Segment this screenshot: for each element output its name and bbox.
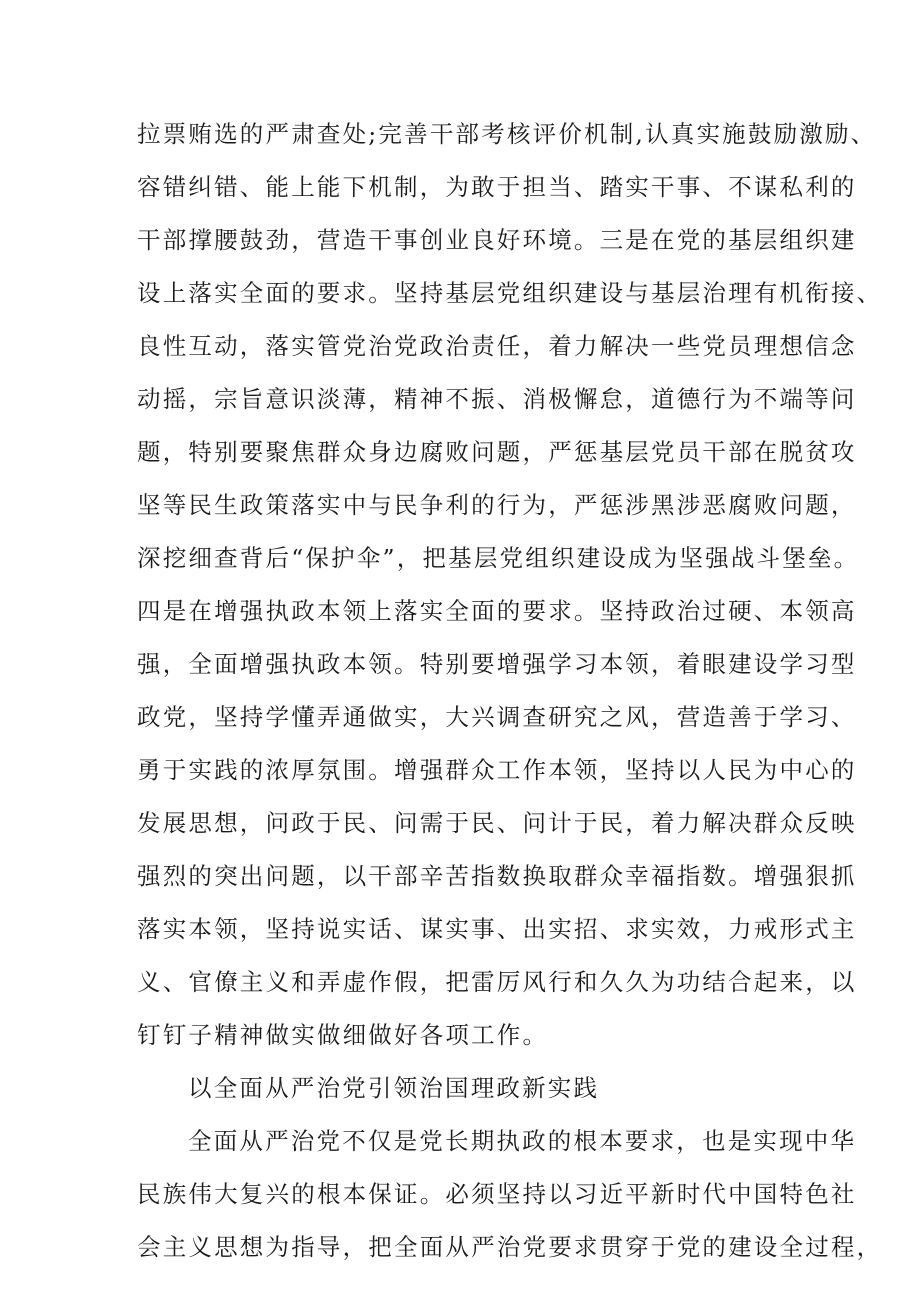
body-text-line: 坚等民生政策落实中与民争利的行为，严惩涉黑涉恶腐败问题，: [137, 491, 857, 519]
body-text-line: 民族伟大复兴的根本保证。必须坚持以习近平新时代中国特色社: [137, 1180, 857, 1208]
body-text-line: 强，全面增强执政本领。特别要增强学习本领，着眼建设学习型: [137, 650, 857, 678]
body-text-line: 深挖细查背后“保护伞”，把基层党组织建设成为坚强战斗堡垒。: [137, 544, 860, 572]
body-text-line: 发展思想，问政于民、问需于民、问计于民，着力解决群众反映: [137, 809, 857, 837]
body-text-line: 会主义思想为指导，把全面从严治党要求贯穿于党的建设全过程，: [137, 1233, 883, 1261]
body-text-line: 动摇，宗旨意识淡薄，精神不振、消极懈怠，道德行为不端等问: [137, 385, 857, 413]
body-text-line: 全面从严治党不仅是党长期执政的根本要求，也是实现中华: [188, 1127, 857, 1155]
body-text-line: 勇于实践的浓厚氛围。增强群众工作本领，坚持以人民为中心的: [137, 756, 857, 784]
body-text-line: 强烈的突出问题，以干部辛苦指数换取群众幸福指数。增强狠抓: [137, 862, 857, 890]
body-text-line: 设上落实全面的要求。坚持基层党组织建设与基层治理有机衔接、: [137, 279, 883, 307]
body-text-line: 落实本领，坚持说实话、谋实事、出实招、求实效，力戒形式主: [137, 915, 857, 943]
body-text-line: 干部撑腰鼓劲，营造干事创业良好环境。三是在党的基层组织建: [137, 226, 857, 254]
body-text-line: 题，特别要聚焦群众身边腐败问题，严惩基层党员干部在脱贫攻: [137, 438, 857, 466]
body-text-line: 拉票贿选的严肃查处;完善干部考核评价机制,认真实施鼓励激励、: [137, 120, 877, 148]
body-text-line: 四是在增强执政本领上落实全面的要求。坚持政治过硬、本领高: [137, 597, 857, 625]
body-text-line: 政党，坚持学懂弄通做实，大兴调查研究之风，营造善于学习、: [137, 703, 857, 731]
body-text-line: 义、官僚主义和弄虚作假，把雷厉风行和久久为功结合起来，以: [137, 968, 857, 996]
body-text-line: 良性互动，落实管党治党政治责任，着力解决一些党员理想信念: [137, 332, 857, 360]
body-text-line: 容错纠错、能上能下机制，为敢于担当、踏实干事、不谋私利的: [137, 173, 857, 201]
body-text-line: 钉钉子精神做实做细做好各项工作。: [137, 1021, 549, 1049]
section-heading: 以全面从严治党引领治国理政新实践: [188, 1074, 600, 1102]
